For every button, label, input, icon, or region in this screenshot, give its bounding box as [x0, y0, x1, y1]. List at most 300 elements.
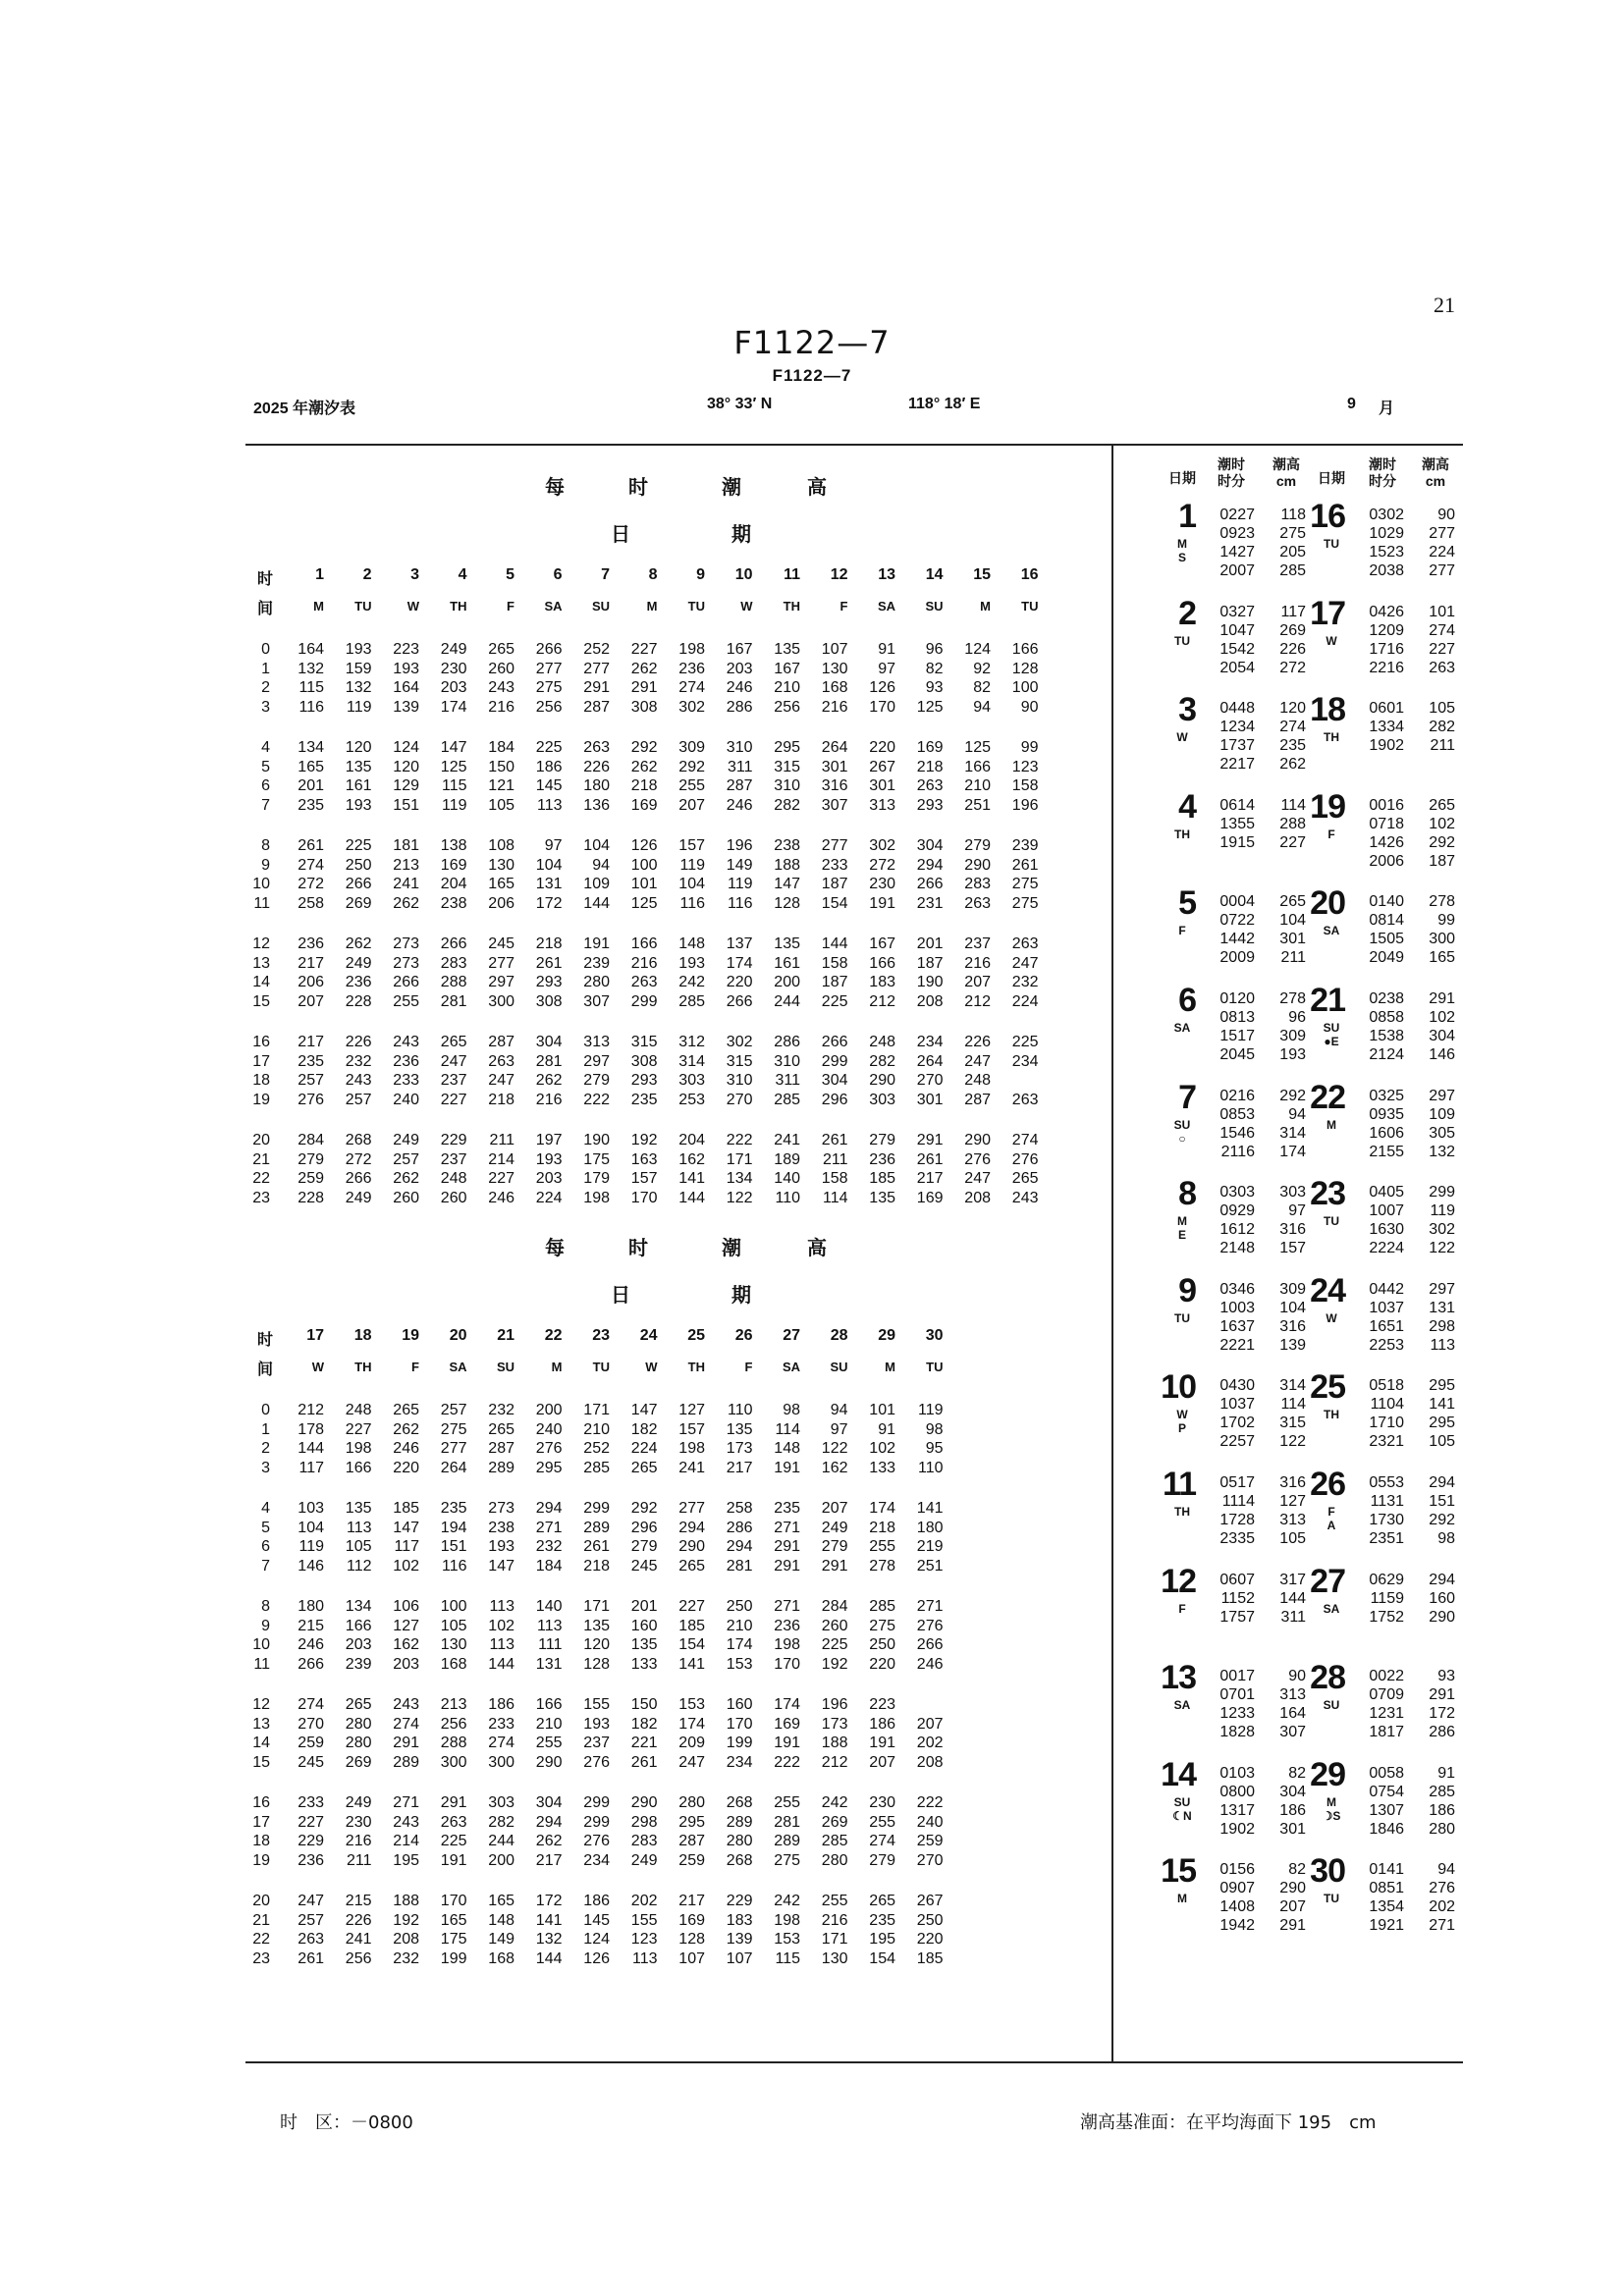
height-cell: 130 [440, 1636, 467, 1653]
height-cell: 276 [916, 1617, 944, 1634]
tide-height: 235 [1279, 737, 1306, 755]
tide-height: 276 [1429, 1880, 1455, 1897]
height-cell: 276 [298, 1091, 324, 1108]
height-cell: 196 [1011, 796, 1039, 814]
tide-height: 291 [1429, 990, 1455, 1007]
height-cell: 216 [488, 698, 514, 716]
height-cell: 117 [298, 1459, 324, 1476]
height-cell: 313 [869, 796, 895, 814]
height-cell: 166 [345, 1459, 372, 1476]
day-number-large: 11 [1163, 1466, 1196, 1503]
height-cell: 119 [346, 698, 372, 716]
tide-height: 292 [1279, 1087, 1306, 1104]
height-cell: 122 [726, 1189, 753, 1206]
tide-time: 1007 [1369, 1202, 1404, 1220]
height-cell: 236 [393, 1052, 419, 1070]
height-cell: 282 [774, 796, 800, 814]
tide-time: 0022 [1369, 1668, 1404, 1685]
height-cell: 255 [535, 1735, 563, 1751]
height-cell: 146 [298, 1557, 324, 1575]
tide-time: 0629 [1369, 1571, 1404, 1588]
height-cell: 244 [774, 992, 800, 1010]
weekday-label: TH [783, 599, 800, 614]
hilo-head-height-top: 潮高 [1272, 456, 1300, 472]
height-cell: 193 [583, 1715, 610, 1733]
tide-time: 2257 [1219, 1433, 1255, 1451]
height-cell: 212 [869, 992, 895, 1010]
height-cell: 170 [630, 1189, 658, 1206]
day-number-large: 10 [1161, 1368, 1196, 1407]
height-cell: 113 [536, 796, 563, 814]
height-cell: 212 [964, 992, 991, 1010]
height-cell: 210 [583, 1420, 610, 1438]
height-cell: 302 [678, 698, 705, 716]
day-mark: TU [1324, 537, 1339, 551]
height-cell: 279 [964, 837, 991, 854]
tide-height: 164 [1279, 1705, 1306, 1723]
day-number-large: 25 [1310, 1368, 1345, 1407]
tide-time: 1354 [1369, 1898, 1404, 1916]
height-cell: 191 [440, 1851, 467, 1869]
day-mark: SU [1173, 1117, 1191, 1132]
height-cell: 157 [678, 837, 705, 854]
height-cell: 109 [583, 876, 610, 892]
tide-height: 94 [1288, 1105, 1306, 1123]
height-cell: 271 [393, 1794, 419, 1811]
height-cell: 229 [726, 1893, 753, 1909]
day-number-large: 14 [1161, 1755, 1196, 1793]
height-cell: 192 [821, 1655, 848, 1673]
tide-height: 285 [1429, 1783, 1455, 1800]
height-cell: 303 [678, 1072, 705, 1089]
height-cell: 262 [535, 1833, 563, 1849]
tide-time: 0614 [1219, 796, 1255, 814]
hour-label: 7 [261, 1557, 270, 1575]
tide-time: 2124 [1369, 1046, 1404, 1063]
height-cell: 289 [774, 1833, 800, 1849]
hour-label: 14 [252, 1735, 270, 1751]
tide-time: 0722 [1219, 912, 1255, 930]
height-cell: 98 [783, 1402, 800, 1418]
tide-time: 0227 [1219, 507, 1255, 523]
tide-time: 2217 [1219, 756, 1255, 774]
height-cell: 241 [345, 1931, 372, 1948]
height-cell: 192 [393, 1911, 419, 1929]
height-cell: 95 [925, 1440, 944, 1457]
height-cell: 113 [631, 1949, 658, 1967]
hour-label: 0 [261, 1402, 270, 1418]
hour-label: 7 [261, 796, 270, 814]
weekday-label: TU [926, 1360, 944, 1374]
tide-height: 274 [1429, 621, 1455, 639]
tide-height: 313 [1279, 1512, 1306, 1528]
height-cell: 207 [821, 1500, 848, 1517]
height-cell: 185 [869, 1170, 895, 1187]
height-cell: 128 [678, 1931, 705, 1948]
weekday-label: TU [354, 599, 372, 614]
tide-time: 0929 [1219, 1202, 1255, 1220]
height-cell: 237 [964, 935, 991, 952]
height-cell: 217 [916, 1170, 944, 1187]
day-number-large: 9 [1178, 1271, 1196, 1309]
tide-time: 0553 [1369, 1474, 1404, 1491]
height-cell: 236 [869, 1150, 895, 1168]
height-cell: 116 [298, 698, 324, 716]
height-cell: 279 [298, 1150, 324, 1168]
height-cell: 296 [821, 1091, 848, 1108]
height-cell: 308 [535, 992, 563, 1010]
hilo-head-date [1161, 461, 1204, 495]
height-cell: 279 [869, 1132, 895, 1148]
height-cell: 270 [916, 1072, 944, 1089]
hour-header-top: 时 [257, 571, 274, 588]
height-cell: 265 [393, 1402, 419, 1418]
tide-height: 300 [1429, 931, 1455, 948]
tide-height: 104 [1279, 1299, 1306, 1316]
height-cell: 207 [678, 796, 705, 814]
tide-time: 0016 [1369, 796, 1404, 814]
height-cell: 105 [440, 1617, 467, 1634]
height-cell: 255 [869, 1813, 895, 1831]
height-cell: 237 [583, 1735, 610, 1751]
day-number: 6 [553, 566, 563, 583]
tide-time: 0701 [1219, 1686, 1255, 1704]
tide-height: 105 [1279, 1530, 1306, 1547]
day-number: 24 [639, 1327, 658, 1344]
height-cell: 265 [488, 641, 514, 658]
hour-label: 17 [252, 1052, 270, 1070]
day-number-large: 26 [1310, 1466, 1345, 1503]
tide-time: 0858 [1369, 1009, 1404, 1026]
height-cell: 276 [583, 1753, 610, 1771]
tide-time: 0907 [1219, 1880, 1255, 1897]
height-cell: 294 [726, 1538, 753, 1555]
tide-height: 202 [1429, 1898, 1455, 1916]
bottom-rule [245, 2061, 1463, 2063]
weekday-label: SU [496, 1360, 514, 1374]
tide-height: 109 [1429, 1105, 1455, 1123]
tide-time: 0325 [1369, 1087, 1404, 1104]
height-cell: 258 [726, 1500, 753, 1517]
day-number: 16 [1020, 566, 1039, 583]
height-cell: 299 [583, 1794, 610, 1811]
tide-time: 0346 [1219, 1280, 1255, 1298]
height-cell: 300 [440, 1753, 467, 1771]
height-cell: 253 [678, 1091, 705, 1108]
tide-time: 1037 [1369, 1299, 1404, 1316]
height-cell: 250 [916, 1911, 944, 1929]
height-cell: 291 [393, 1735, 419, 1751]
height-cell: 208 [964, 1189, 991, 1206]
height-cell: 279 [869, 1851, 895, 1869]
height-cell: 233 [298, 1794, 324, 1811]
height-cell: 265 [1011, 1170, 1039, 1187]
height-cell: 147 [440, 739, 467, 756]
hour-label: 4 [261, 739, 270, 756]
height-cell: 292 [630, 1500, 658, 1517]
tide-time: 1737 [1219, 737, 1255, 755]
height-cell: 269 [345, 1753, 372, 1771]
height-cell: 200 [774, 974, 800, 990]
tide-time: 0814 [1369, 912, 1404, 930]
tide-time: 1902 [1219, 1820, 1255, 1838]
section-title-char: 时 [628, 475, 648, 499]
tide-height: 291 [1279, 1917, 1306, 1935]
hour-label: 15 [252, 992, 270, 1010]
height-cell: 237 [440, 1150, 467, 1168]
height-cell: 215 [298, 1617, 324, 1634]
tide-height: 309 [1279, 1028, 1306, 1044]
height-cell: 236 [774, 1617, 800, 1634]
height-cell: 292 [630, 739, 658, 756]
height-cell: 224 [1011, 992, 1039, 1010]
weekday-label: F [411, 1360, 419, 1374]
height-cell: 234 [726, 1753, 753, 1771]
height-cell: 281 [774, 1813, 800, 1831]
tide-height: 295 [1429, 1415, 1455, 1432]
tide-time: 1159 [1370, 1589, 1404, 1607]
height-cell: 266 [345, 876, 372, 892]
height-cell: 107 [726, 1949, 753, 1967]
height-cell: 315 [630, 1034, 658, 1050]
height-cell: 110 [775, 1189, 800, 1206]
tide-height: 90 [1437, 507, 1455, 523]
tide-time: 1442 [1219, 931, 1255, 948]
height-cell: 224 [630, 1440, 658, 1457]
height-cell: 247 [440, 1052, 467, 1070]
header-month-number: 9 [1347, 396, 1356, 412]
tide-height: 316 [1279, 1317, 1306, 1335]
height-cell: 116 [727, 894, 753, 912]
height-cell: 210 [774, 679, 800, 696]
day-number: 21 [497, 1327, 514, 1344]
height-cell: 283 [964, 876, 991, 892]
tide-time: 0405 [1369, 1184, 1404, 1201]
day-number: 30 [925, 1327, 944, 1344]
tide-height: 113 [1430, 1336, 1455, 1354]
day-mark: M [1326, 1794, 1336, 1809]
day-mark: W [1326, 1310, 1337, 1325]
height-cell: 169 [916, 1189, 944, 1206]
height-cell: 248 [345, 1402, 372, 1418]
height-cell: 135 [726, 1420, 753, 1438]
header-latitude: 38° 33′ N [707, 396, 773, 412]
height-cell: 296 [630, 1519, 658, 1536]
column-divider [1111, 444, 1113, 2061]
height-cell: 116 [679, 894, 705, 912]
height-cell: 182 [630, 1715, 658, 1733]
tide-height: 102 [1429, 1009, 1455, 1026]
hour-label: 18 [252, 1072, 270, 1089]
day-number: 2 [362, 566, 372, 583]
height-cell: 255 [821, 1893, 848, 1909]
height-cell: 191 [869, 894, 895, 912]
day-mark: M [1326, 1117, 1336, 1132]
height-cell: 210 [726, 1617, 753, 1634]
tide-time: 0327 [1219, 603, 1255, 620]
height-cell: 261 [630, 1753, 658, 1771]
height-cell: 120 [583, 1636, 610, 1653]
tide-time: 2054 [1219, 659, 1255, 676]
height-cell: 198 [345, 1440, 372, 1457]
day-number: 19 [402, 1327, 419, 1344]
height-cell: 106 [393, 1598, 419, 1615]
height-cell: 255 [869, 1538, 895, 1555]
tide-height: 294 [1429, 1571, 1455, 1588]
height-cell: 220 [916, 1931, 944, 1948]
height-cell: 115 [775, 1949, 800, 1967]
height-cell: 230 [345, 1813, 372, 1831]
height-cell: 243 [393, 1034, 419, 1050]
day-mark: ○ [1178, 1131, 1186, 1146]
height-cell: 198 [774, 1636, 800, 1653]
height-cell: 166 [630, 935, 658, 952]
height-cell: 212 [298, 1402, 324, 1418]
day-mark: S [1177, 551, 1186, 564]
tide-height: 285 [1279, 562, 1306, 579]
tide-time: 2049 [1369, 949, 1404, 967]
hilo-head-time-bottom-2: 时分 [1369, 473, 1396, 489]
page-subtitle: F1122—7 [772, 366, 852, 385]
height-cell: 286 [726, 698, 753, 716]
day-number: 18 [353, 1327, 372, 1344]
height-cell: 308 [630, 698, 658, 716]
height-cell: 170 [869, 698, 895, 716]
height-cell: 262 [393, 894, 419, 912]
day-number-large: 17 [1310, 594, 1345, 632]
height-cell: 93 [925, 679, 944, 696]
height-cell: 202 [916, 1735, 944, 1751]
hilo-head-height-2 [1414, 456, 1457, 490]
tide-time: 1152 [1220, 1589, 1255, 1607]
height-cell: 169 [916, 739, 944, 756]
height-cell: 200 [535, 1402, 563, 1418]
tide-time: 1317 [1219, 1801, 1255, 1819]
section-title-char: 每 [545, 1236, 565, 1259]
height-cell: 200 [488, 1851, 514, 1869]
height-cell: 242 [774, 1893, 800, 1909]
height-cell: 286 [726, 1519, 753, 1536]
height-cell: 141 [678, 1170, 705, 1187]
height-cell: 256 [440, 1715, 467, 1733]
tide-height: 278 [1279, 990, 1306, 1007]
height-cell: 161 [345, 777, 372, 794]
height-cell: 113 [346, 1519, 372, 1536]
height-cell: 263 [1011, 935, 1039, 952]
tide-height: 271 [1429, 1917, 1455, 1935]
tide-height: 146 [1429, 1046, 1455, 1063]
height-cell: 233 [488, 1715, 514, 1733]
height-cell: 268 [726, 1794, 753, 1811]
height-cell: 174 [726, 1636, 753, 1653]
height-cell: 265 [630, 1459, 658, 1476]
height-cell: 290 [964, 1132, 991, 1148]
height-cell: 100 [1011, 679, 1039, 696]
height-cell: 261 [916, 1150, 944, 1168]
tide-time: 2216 [1369, 659, 1404, 676]
date-heading-char: 期 [731, 1283, 751, 1307]
height-cell: 273 [393, 954, 419, 972]
tide-time: 0517 [1219, 1474, 1255, 1491]
tide-height: 94 [1437, 1861, 1455, 1879]
height-cell: 289 [488, 1459, 514, 1476]
height-cell: 130 [821, 1949, 848, 1967]
day-number: 15 [973, 566, 991, 583]
tide-time: 1651 [1369, 1317, 1404, 1335]
tide-height: 224 [1429, 544, 1455, 561]
hour-header-bottom: 间 [257, 1362, 274, 1378]
tide-height: 278 [1429, 893, 1455, 911]
height-cell: 234 [583, 1851, 610, 1869]
hilo-head-height-bottom: cm [1275, 473, 1297, 489]
tide-height: 144 [1279, 1589, 1306, 1607]
hour-label: 21 [252, 1911, 270, 1929]
height-cell: 174 [774, 1696, 800, 1713]
height-cell: 294 [535, 1813, 563, 1831]
height-cell: 171 [583, 1598, 610, 1615]
tide-time: 0601 [1369, 700, 1404, 718]
tide-time: 2351 [1369, 1530, 1404, 1547]
height-cell: 230 [869, 876, 895, 892]
height-cell: 246 [726, 679, 753, 696]
hour-label: 6 [261, 1538, 270, 1555]
tide-time: 2009 [1219, 949, 1255, 967]
height-cell: 129 [393, 777, 419, 794]
day-number: 20 [449, 1327, 467, 1344]
tide-time: 1131 [1370, 1493, 1404, 1510]
height-cell: 204 [440, 876, 467, 892]
height-cell: 197 [535, 1132, 563, 1148]
height-cell: 278 [869, 1557, 895, 1575]
height-cell: 288 [440, 974, 467, 990]
height-cell: 311 [727, 758, 753, 775]
height-cell: 255 [774, 1794, 800, 1811]
height-cell: 192 [630, 1132, 658, 1148]
height-cell: 100 [630, 856, 658, 874]
day-number: 9 [696, 566, 705, 583]
day-number: 11 [784, 566, 800, 583]
height-cell: 239 [345, 1655, 372, 1673]
height-cell: 256 [535, 698, 563, 716]
height-cell: 139 [393, 698, 419, 716]
height-cell: 94 [592, 856, 610, 874]
tide-height: 303 [1279, 1184, 1306, 1201]
weekday-label: M [885, 1360, 895, 1374]
height-cell: 291 [774, 1557, 800, 1575]
tide-height: 104 [1279, 912, 1306, 930]
section-title-char: 每 [545, 475, 565, 499]
weekday-label: W [406, 599, 419, 614]
height-cell: 216 [821, 698, 848, 716]
weekday-label: SA [782, 1360, 800, 1374]
height-cell: 262 [535, 1072, 563, 1089]
height-cell: 162 [678, 1150, 705, 1168]
height-cell: 281 [726, 1557, 753, 1575]
weekday-label: M [980, 599, 991, 614]
tide-time: 1538 [1369, 1028, 1404, 1044]
height-cell: 249 [630, 1851, 658, 1869]
height-cell: 267 [869, 758, 895, 775]
height-cell: 131 [535, 876, 563, 892]
tide-height: 211 [1430, 737, 1455, 755]
height-cell: 291 [440, 1794, 467, 1811]
tide-time: 2045 [1219, 1046, 1255, 1063]
height-cell: 183 [869, 974, 895, 990]
height-cell: 252 [583, 1440, 610, 1457]
tide-height: 314 [1279, 1377, 1306, 1395]
height-cell: 259 [298, 1170, 324, 1187]
hour-label: 6 [261, 777, 270, 794]
